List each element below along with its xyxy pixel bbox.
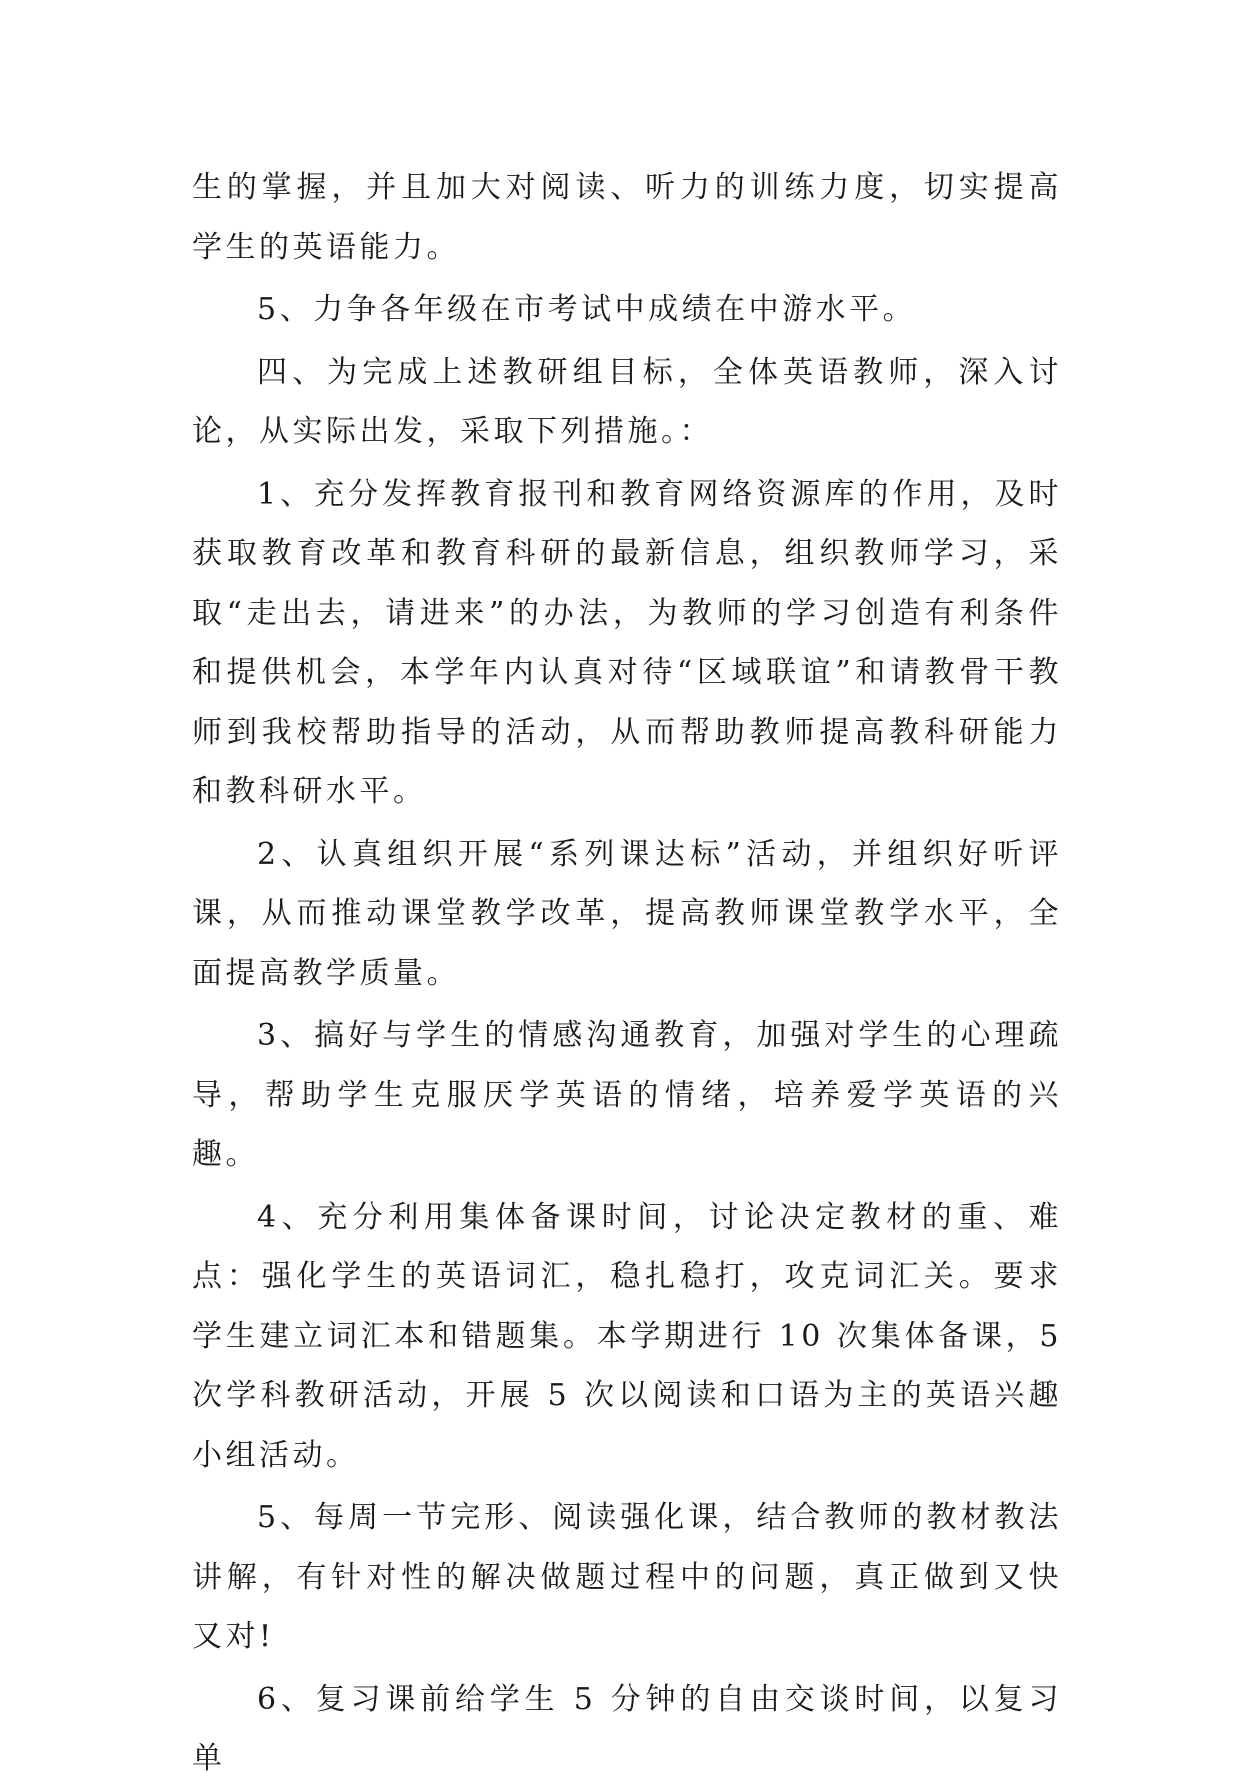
paragraph-1: 生的掌握，并且加大对阅读、听力的训练力度，切实提高学生的英语能力。 [192, 170, 1062, 265]
paragraph-8: 5、每周一节完形、阅读强化课，结合教师的教材教法讲解，有针对性的解决做题过程中的问题，真正做到又快又对! [192, 1500, 1062, 1654]
document-body [192, 158, 1062, 1789]
paragraph-3: 四、为完成上述教研组目标，全体英语教师，深入讨论，从实际出发，采取下列措施。： [192, 354, 1062, 449]
paragraph-5: 2、认真组织开展“系列课达标”活动，并组织好听评课，从而推动课堂教学改革，提高教师课堂教学水平，全面提高教学质量。 [192, 836, 1062, 991]
paragraph-7: 4、充分利用集体备课时间，讨论决定教材的重、难点：强化学生的英语词汇，稳扎稳打，攻克词汇关。要求学生建立词汇本和错题集。本学期进行 10 次集体备课，5 次学科教研活动，开展 5 次以阅读和口语为主的英语兴趣小组活动。 [192, 1199, 1062, 1473]
paragraph-2: 5、力争各年级在市考试中成绩在中游水平。 [257, 292, 917, 327]
paragraph-4: 1、充分发挥教育报刊和教育网络资源库的作用，及时获取教育改革和教育科研的最新信息，组织教师学习，采取“走出去，请进来”的办法，为教师的学习创造有利条件和提供机会，本学年内认真对待“区域联谊”和请教骨干教师到我校帮助指导的活动，从而帮助教师提高教科研能力和教科研水平。 [192, 476, 1062, 809]
paragraph-9: 6、复习课前给学生 5 分钟的自由交谈时间，以复习单 [192, 1681, 1062, 1776]
paragraph-6: 3、搞好与学生的情感沟通教育，加强对学生的心理疏导，帮助学生克服厌学英语的情绪，培养爱学英语的兴趣。 [192, 1018, 1062, 1172]
